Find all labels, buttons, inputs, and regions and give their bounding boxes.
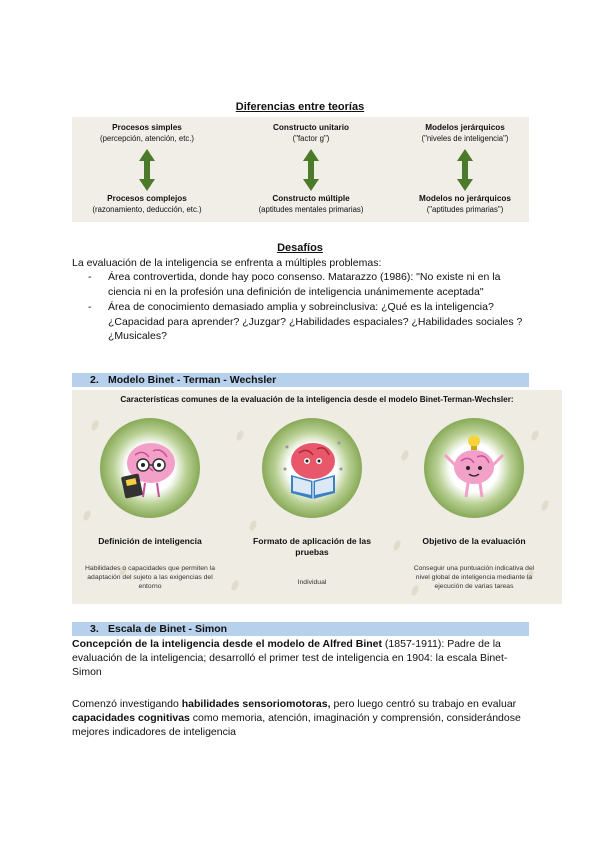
- brain-glasses-icon: [115, 433, 185, 503]
- theory-bottom-title: Constructo múltiple: [272, 194, 350, 203]
- card-description: Habilidades o capacidades que permiten la adaptación del sujeto a las exigencias del entorno: [85, 565, 215, 590]
- card-title: Formato de aplicación de las pruebas: [253, 536, 371, 557]
- section-label: Modelo Binet - Terman - Wechsler: [108, 374, 277, 386]
- binet-concept-text: (1857-1911): Padre de la evaluación de la inteligencia; desarrolló el primer test de inteligencia en 1904: la escala Binet-Simon: [72, 638, 508, 678]
- theory-column-3: [390, 117, 540, 222]
- theory-column-1: [72, 117, 222, 222]
- section-number: 3.: [90, 623, 99, 635]
- theory-top-subtitle: ("niveles de inteligencia"): [421, 134, 509, 143]
- theories-diagram: [72, 117, 529, 222]
- section-heading-2: [72, 373, 529, 387]
- theory-top-title: Procesos simples: [112, 123, 182, 132]
- section-heading-3: [72, 622, 529, 636]
- theory-bottom-subtitle: (aptitudes mentales primarias): [258, 205, 364, 214]
- cognitive-bold: capacidades cognitivas: [72, 712, 190, 724]
- desafios-title: Desafíos: [277, 242, 323, 254]
- theory-top-title: Modelos jerárquicos: [425, 123, 505, 132]
- card-title: Definición de inteligencia: [98, 536, 202, 546]
- paragraph-text: pero luego centró su trabajo en evaluar: [330, 698, 517, 710]
- theories-title: Diferencias entre teorías: [235, 101, 365, 113]
- bullet-text: Área controvertida, donde hay poco consenso. Matarazzo (1986): "No existe ni en la ciencia ni en la profesión una definición de inteligencia unánimemente aceptada": [108, 271, 501, 298]
- card-objective: [409, 418, 539, 602]
- theory-bottom-title: Modelos no jerárquicos: [419, 194, 511, 203]
- card-title: Objetivo de la evaluación: [422, 536, 526, 546]
- bullet-dash: -: [88, 271, 92, 283]
- theory-top-title: Constructo unitario: [273, 123, 349, 132]
- binet-paragraph-1: [72, 637, 532, 679]
- card-description: Individual: [297, 579, 327, 586]
- double-arrow-icon: [139, 149, 155, 191]
- model-title: Características comunes de la evaluación de la inteligencia desde el modelo Binet-Terman-Wechsler:: [120, 395, 514, 404]
- theory-column-2: [236, 117, 386, 222]
- theory-top-subtitle: ("factor g"): [292, 134, 330, 143]
- sensorimotor-bold: habilidades sensoriomotoras,: [181, 698, 331, 710]
- brain-reading-icon: [277, 433, 347, 503]
- bullet-text: Área de conocimiento demasiado amplia y sobreinclusiva: ¿Qué es la inteligencia? ¿Capacidad para aprender? ¿Juzgar? ¿Habilidades espaciales? ¿Habilidades sociales ?¿Musicales?: [108, 301, 523, 342]
- paragraph-text: Comenzó investigando: [72, 698, 182, 710]
- theory-top-subtitle: (percepción, atención, etc.): [99, 134, 195, 143]
- double-arrow-icon: [303, 149, 319, 191]
- theory-bottom-subtitle: ("aptitudes primarias"): [426, 205, 504, 214]
- paragraph-text: como memoria, atención, imaginación y comprensión, considerándose mejores indicadores de inteligencia: [72, 712, 521, 738]
- binet-concept-bold: Concepción de la inteligencia desde el modelo de Alfred Binet: [72, 638, 383, 650]
- section-number: 2.: [90, 374, 99, 386]
- card-description: Conseguir una puntuación indicativa del nivel global de inteligencia mediante la ejecución de varias tareas: [413, 565, 535, 590]
- binet-model-panel: [72, 390, 562, 604]
- bullet-dash: -: [88, 301, 92, 313]
- double-arrow-icon: [457, 149, 473, 191]
- theory-bottom-title: Procesos complejos: [107, 194, 187, 203]
- brain-lightbulb-icon: [439, 433, 509, 503]
- card-format: [247, 418, 377, 602]
- card-definition: [85, 418, 215, 602]
- theory-bottom-subtitle: (razonamiento, deducción, etc.): [92, 205, 202, 214]
- binet-paragraph-2: [72, 697, 532, 739]
- section-label: Escala de Binet - Simon: [108, 623, 228, 635]
- desafios-intro: La evaluación de la inteligencia se enfrenta a múltiples problemas:: [72, 257, 382, 269]
